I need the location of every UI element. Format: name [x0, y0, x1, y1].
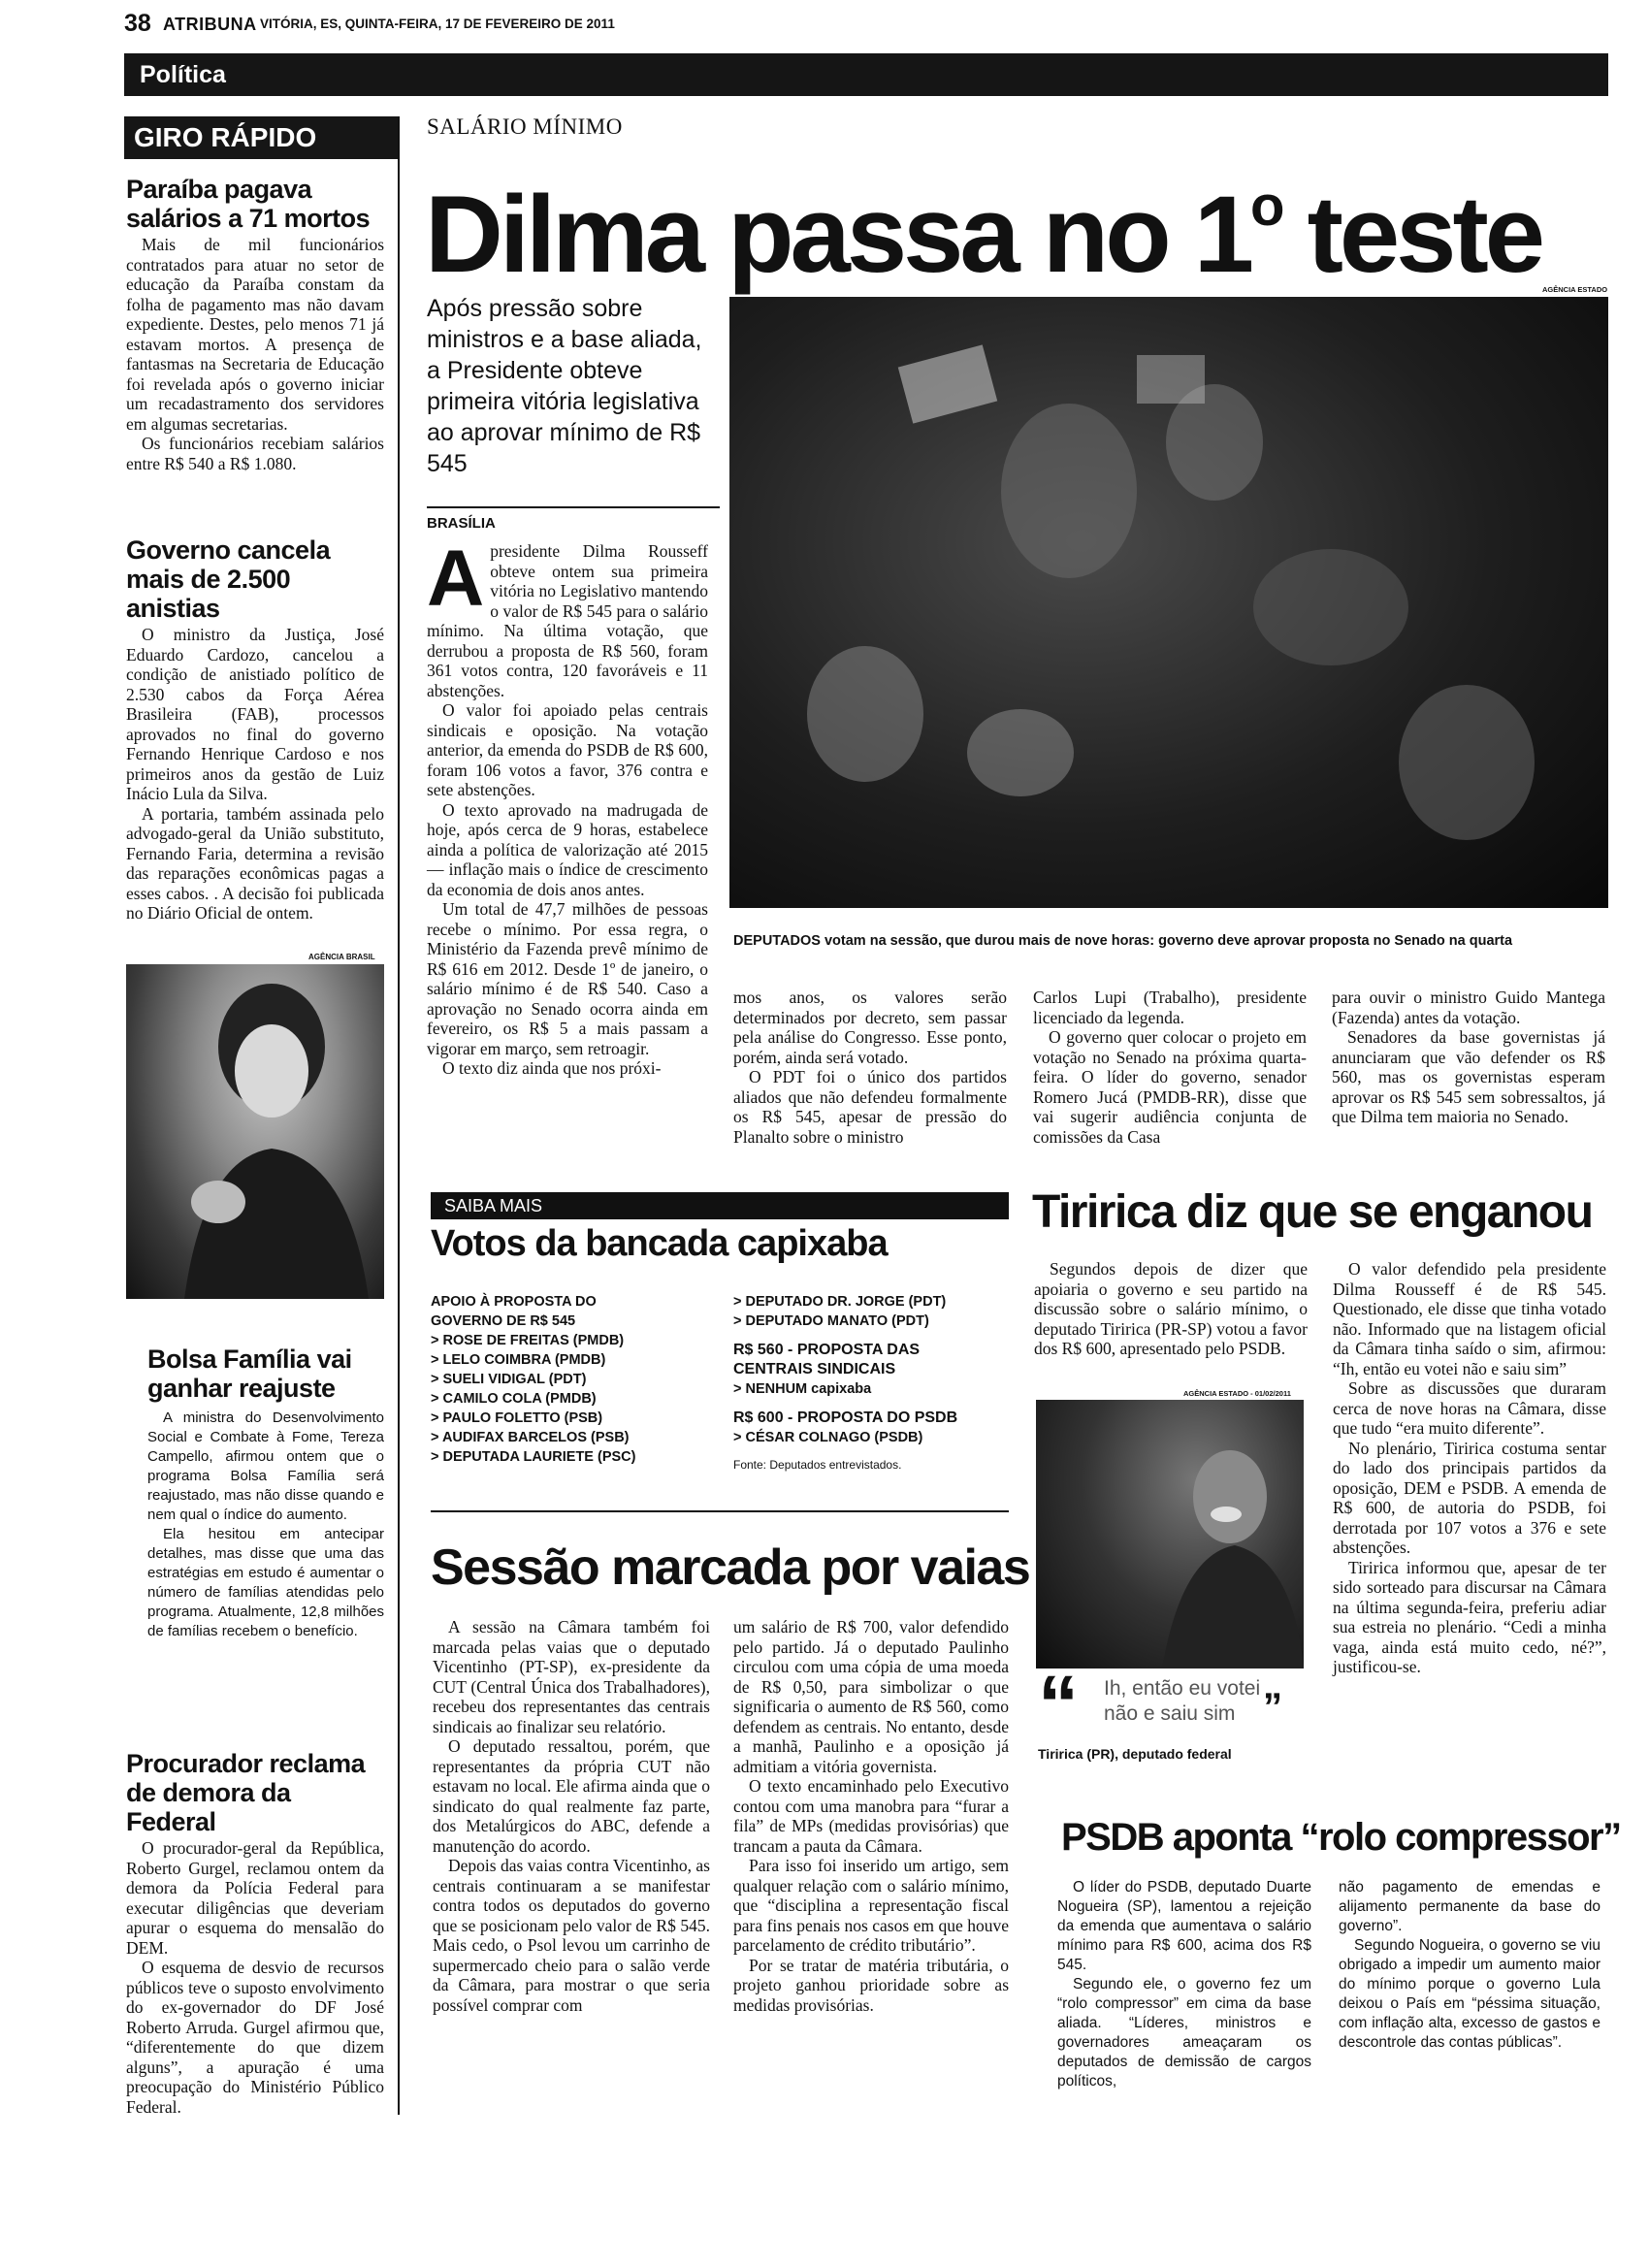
sessao-col2: um salário de R$ 700, valor defendido pelo partido. Já o deputado Paulinho circulou com uma cópia de uma moeda de R$ 0,50, para simbolizar o que significaria o aumento de R$ 560, como defendem as centrais. No entanto, desde a manhã, Paulinho e a oposição já admitiam a vitória governista. O texto encaminhado pelo Executivo contou com uma manobra para “furar a fila” de MPs (medidas provisórias) que trancam a pauta da Câmara. Para isso foi inserido um artigo, sem qualquer relação com o salário mínimo, que “disciplina a representação fiscal para fins penais nos casos em que houve parcelamento de crédito tributário”. Por se tratar de matéria tributária, o projeto ganhou prioridade sobre as medidas provisórias. [733, 1617, 1009, 2015]
saiba-group1-title: APOIO À PROPOSTA DO GOVERNO DE R$ 545 [431, 1294, 597, 1329]
tiririca-col2: O valor defendido pela presidente Dilma Rousseff é de R$ 545. Questionado, ele disse que tinha votado não. Informado que na listagem oficial da Câmara tinha saído o sim, afirmou: “Ih, então eu votei não e saiu sim” Sobre as discussões que duraram cerca de nove horas na Câmara, disse que tudo “era muito diferente”. No plenário, Tiririca costuma sentar do lado dos principais partidos da oposição, DEM e PSDB. A emenda de R$ 600, de autoria do PSDB, foi derrotada por 107 votos a 376 e sete abstenções. Tiririca informou que, apesar de ter sido sorteado para discursar na Câmara na última segunda-feira, preferiu adiar sua estreia no plenário. “Cedi a minha vaga, ainda está muito cedo, né?”, justificou-se. [1333, 1259, 1606, 1676]
sidebar-item1-headline: Paraíba pagava salários a 71 mortos [126, 175, 371, 233]
saiba-mais-label: SAIBA MAIS [444, 1196, 543, 1215]
tiririca-col1: Segundos depois de dizer que apoiaria o governo e seu partido na discussão sobre o salário mínimo, o deputado Tiririca (PR-SP) votou a favor dos R$ 600, apresentado pelo PSDB. [1034, 1259, 1308, 1358]
psdb-col1: O líder do PSDB, deputado Duarte Nogueira (SP), lamentou a rejeição da emenda que aumentava o salário mínimo para R$ 600, acima dos R$ 545. Segundo ele, o governo fez um “rolo compressor” em cima da base aliada. “Líderes, ministros e governadores ameaçaram os deputados de demissão de cargos políticos, [1057, 1879, 1311, 2090]
main-col4: para ouvir o ministro Guido Mantega (Fazenda) antes da votação. Senadores da base governistas já anunciaram que vão defender os R$ 560, mas os governistas esperam aprovar os R$ 545 sem sobressaltos, já que Dilma tem maioria no Senado. [1332, 988, 1605, 1126]
saiba-group3-title: R$ 600 - PROPOSTA DO PSDB [733, 1409, 958, 1426]
close-quote-icon: ” [1263, 1686, 1282, 1729]
main-col1: A presidente Dilma Rousseff obteve ontem sua primeira vitória no Legislativo mantendo o valor de R$ 545 para o salário mínimo. Na última votação, que derrubou a proposta de R$ 560, foram 361 votos contra, 120 favoráveis e 11 abstenções. O valor foi apoiado pelas centrais sindicais e oposição. Na votação anterior, da emenda do PSDB de R$ 600, foram 106 votos a favor, 376 contra e sete abstenções. O texto aprovado na madrugada de hoje, após cerca de 9 horas, estabelece ainda a política de valorização até 2015 — inflação mais o índice de crescimento da economia de dois anos antes. Um total de 47,7 milhões de pessoas recebe o mínimo. Por essa regra, o Ministério da Fazenda prevê mínimo de R$ 616 em 2012. Desde 1º de janeiro, o salário mínimo é de R$ 540. Caso a aprovação no Senado ocorra ainda em fevereiro, os R$ 5 a mais passam a vigorar em março, sem retroagir. O texto diz ainda que nos próxi- [427, 535, 708, 1078]
main-col3: Carlos Lupi (Trabalho), presidente licenciado da legenda. O governo quer colocar o projeto em votação no Senado na próxima quarta-feira. O líder do governo, senador Romero Jucá (PMDB-RR), disse que vai sugerir audiência conjunta de comissões da Casa [1033, 988, 1307, 1147]
deck-rule [427, 506, 720, 508]
tiririca-photo-credit: AGÊNCIA ESTADO - 01/02/2011 [1183, 1389, 1291, 1398]
main-headline: Dilma passa no 1$^o$ teste [425, 174, 1542, 295]
list-item: > SUELI VIDIGAL (PDT) [431, 1372, 587, 1387]
sidebar-photo [126, 964, 384, 1299]
open-quote-icon: “ [1038, 1659, 1079, 1750]
tiririca-quote: Ih, então eu votei não e saiu sim [1104, 1677, 1261, 1725]
sidebar-item4-body: O procurador-geral da República, Roberto Gurgel, reclamou ontem da demora da Polícia Federal para executar diligências que deveriam apurar o esquema do mensalão do DEM. O esquema de desvio de recursos públicos teve o suposto envolvimento do ex-governador do DF José Roberto Arruda. Gurgel afirmou que, “diferentemente do que dizem alguns”, a apuração é uma preocupação do Ministério Público Federal. [126, 1838, 384, 2117]
list-item: > DEPUTADO MANATO (PDT) [733, 1313, 929, 1329]
list-item: > DEPUTADA LAURIETE (PSC) [431, 1449, 636, 1465]
list-item: > LELO COIMBRA (PMDB) [431, 1352, 606, 1368]
list-item: > DEPUTADO DR. JORGE (PDT) [733, 1294, 947, 1310]
main-deck: Após pressão sobre ministros e a base aliada, a Presidente obteve primeira vitória legislativa ao aprovar mínimo de R$ 545 [427, 295, 702, 477]
paper-name: ATRIBUNA [163, 15, 257, 34]
list-item: > PAULO FOLETTO (PSB) [431, 1410, 603, 1426]
sidebar-item4-headline: Procurador reclama de demora da Federal [126, 1749, 366, 1836]
sessao-col1: A sessão na Câmara também foi marcada pelas vaias que o deputado Vicentinho (PT-SP), ex-presidente da CUT (Central Única dos Trabalhadores), recebeu dos representantes das centrais sindicais ao finalizar seu relatório. O deputado ressaltou, porém, que representantes da própria CUT não estavam no local. Ele afirma ainda que o sindicato do qual realmente faz parte, dos Metalúrgicos do ABC, defende a manutenção do acordo. Depois das vaias contra Vicentinho, as centrais continuaram a se manifestar contra todos os deputados do governo que se posicionam pelo valor de R$ 545. Mais cedo, o Psol levou um carrinho de supermercado cheio para o salão verde da Câmara, para mostrar o que seria possível comprar com [433, 1617, 710, 2015]
saiba-group-cont [733, 1292, 1009, 1474]
tiririca-quote-caption: Tiririca (PR), deputado federal [1038, 1746, 1232, 1762]
sidebar-item2-body: O ministro da Justiça, José Eduardo Cardozo, cancelou a condição de anistiado político de 2.530 cabos da Força Aérea Brasileira (FAB), processos aprovados no final do governo Fernando Henrique Cardoso e nos primeiros anos da gestão de Luiz Inácio Lula da Silva. A portaria, também assinada pelo advogado-geral da União substituto, Fernando Faria, determina a revisão das reparações econômicas pagas a esses cabos. . A decisão foi publicada no Diário Oficial de ontem. [126, 625, 384, 923]
saiba-source: Fonte: Deputados entrevistados. [733, 1458, 902, 1472]
list-item: > CAMILO COLA (PMDB) [431, 1391, 597, 1407]
list-item: > ROSE DE FREITAS (PMDB) [431, 1333, 625, 1348]
main-photo [729, 297, 1608, 908]
sidebar-title: GIRO RÁPIDO [134, 122, 317, 152]
main-photo-credit: AGÊNCIA ESTADO [1542, 285, 1608, 294]
saiba-mais-title: Votos da bancada capixaba [431, 1223, 888, 1264]
sidebar-title-box [124, 116, 398, 159]
dateline-header: VITÓRIA, ES, QUINTA-FEIRA, 17 DE FEVEREIRO DE 2011 [260, 16, 615, 31]
saiba-bottom-rule [431, 1510, 1009, 1512]
sidebar-item2-headline: Governo cancela mais de 2.500 anistias [126, 535, 331, 623]
saiba-group1 [431, 1292, 712, 1467]
list-item: > AUDIFAX BARCELOS (PSB) [431, 1430, 630, 1445]
psdb-headline: PSDB aponta “rolo compressor” [1061, 1816, 1621, 1859]
list-item: > NENHUM capixaba [733, 1381, 872, 1397]
sidebar-photo-credit: AGÊNCIA BRASIL [308, 953, 375, 961]
psdb-col2: não pagamento de emendas e alijamento permanente da base do governo”. Segundo Nogueira, o governo se viu obrigado a impedir um aumento maior do mínimo porque o governo Lula deixou o País em “péssima situação, com inflação alta, excesso de gastos e descontrole das contas públicas”. [1339, 1879, 1600, 2051]
sidebar-item1-body: Mais de mil funcionários contratados para atuar no setor de educação da Paraíba constam da folha de pagamento mas não davam expediente. Destes, pelo menos 71 já estavam mortos. A presença de fantasmas na Secretaria de Educação foi revelada após o governo iniciar um recadastramento dos servidores em algumas secretarias. Os funcionários recebiam salários entre R$ 540 a R$ 1.080. [126, 235, 384, 473]
sidebar-item3-body: A ministra do Desenvolvimento Social e Combate à Fome, Tereza Campello, afirmou ontem que o programa Bolsa Família será reajustado, mas não disse quando e nem qual o índice do aumento. Ela hesitou em antecipar detalhes, mas disse que uma das estratégias em estudo é aumentar o número de famílias atendidas pelo programa. Atualmente, 12,8 milhões de famílias recebem o benefício. [147, 1409, 384, 1639]
sidebar-item3-headline: Bolsa Família vai ganhar reajuste [147, 1345, 352, 1403]
saiba-group2-title: R$ 560 - PROPOSTA DAS CENTRAIS SINDICAIS [733, 1342, 921, 1377]
section-label: Política [140, 61, 226, 88]
sessao-headline: Sessão marcada por vaias [431, 1539, 1030, 1596]
saiba-mais-bar [431, 1192, 1009, 1219]
page-number: 38 [124, 10, 151, 37]
main-col2: mos anos, os valores serão determinados por decreto, sem passar pela análise do Congresso. Esse ponto, porém, ainda será votado. O PDT foi o único dos partidos aliados que não defendeu formalmente os R$ 545, apesar de pressão do Planalto sobre o ministro [733, 988, 1007, 1147]
dropcap: A [427, 535, 485, 623]
section-banner [124, 53, 1608, 96]
tiririca-headline: Tiririca diz que se enganou [1032, 1186, 1593, 1238]
list-item: > CÉSAR COLNAGO (PSDB) [733, 1430, 923, 1445]
tiririca-photo [1036, 1400, 1304, 1669]
main-photo-caption: DEPUTADOS votam na sessão, que durou mais de nove horas: governo deve aprovar proposta no Senado na quarta [733, 933, 1513, 949]
main-kicker: SALÁRIO MÍNIMO [427, 114, 623, 139]
sidebar-divider [398, 116, 400, 2115]
tiririca-quote-box [1036, 1659, 1304, 1750]
main-dateline: BRASÍLIA [427, 515, 496, 532]
